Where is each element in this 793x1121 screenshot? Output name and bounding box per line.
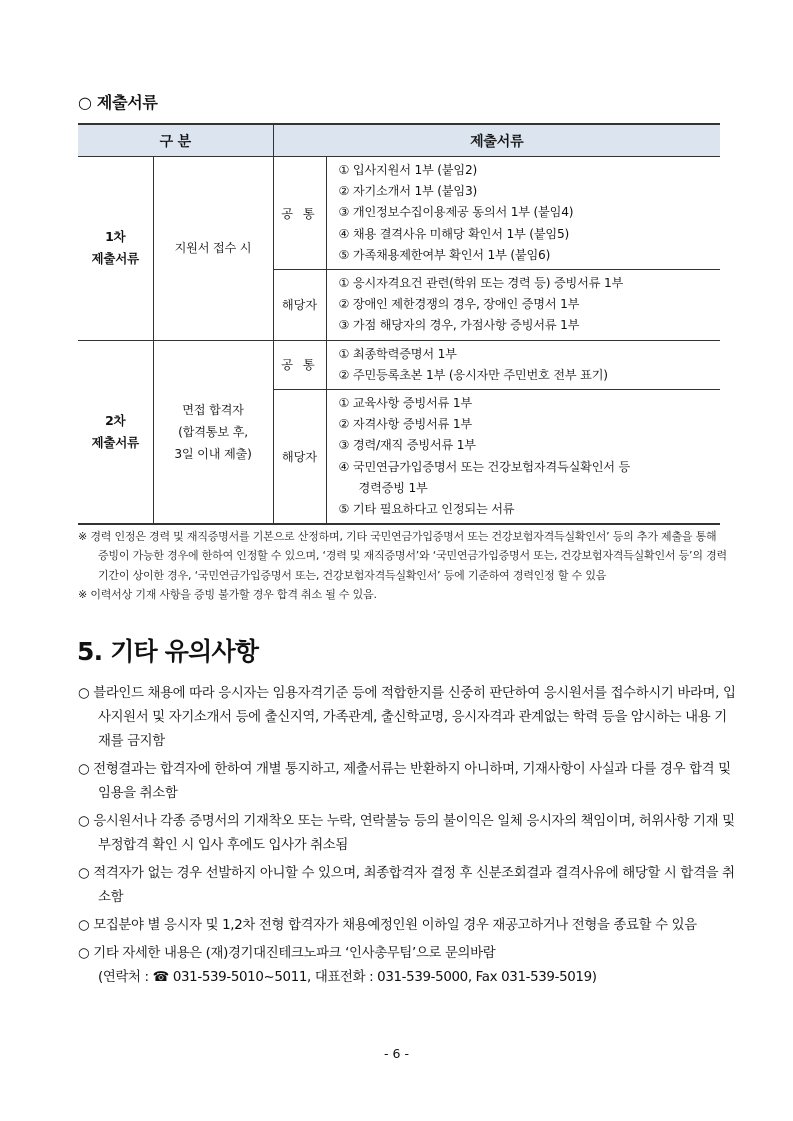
submission-documents-table (78, 123, 720, 525)
round2-label-line2: 제출서류 (91, 434, 139, 450)
round2-target-line3: 3일 이내 제출) (174, 446, 252, 461)
round2-common-label: 공 통 (273, 340, 326, 389)
round2-applicable-items (326, 390, 720, 525)
section5-list (78, 682, 738, 993)
list-item: ③ 가점 해당자의 경우, 가점사항 증빙서류 1부 (338, 318, 580, 333)
round1-label-line2: 제출서류 (91, 251, 139, 267)
round2-label-line1: 2차 (105, 412, 126, 428)
list-item: ⑤ 기타 필요하다고 인정되는 서류 (338, 502, 515, 517)
list-item: ○ 모집분야 별 응시자 및 1,2차 전형 합격자가 채용예정인원 이하일 경우 재공고하거나 전형을 종료할 수 있음 (78, 917, 697, 933)
list-item: ③ 개인정보수집이용제공 동의서 1부 (붙임4) (338, 205, 574, 220)
list-item: ○ 응시원서나 각종 증명서의 기재착오 또는 누락, 연락불능 등의 불이익은 일체 응시자의 책임이며, 허위사항 기재 및 부정합격 확인 시 입사 후에도 입사가 취소됨 (78, 814, 735, 854)
list-item: ① 최종학력증명서 1부 (338, 346, 457, 361)
list-item: ③ 경력/재직 증빙서류 1부 (338, 438, 476, 453)
list-item-continuation: 경력증빙 1부 (358, 480, 428, 495)
contact-info: (연락처 : ☎ 031-539-5010~5011, 대표전화 : 031-539-5000, Fax 031-539-5019) (98, 969, 597, 985)
list-item: ② 주민등록초본 1부 (응시자만 주민번호 전부 표기) (338, 367, 608, 382)
round1-label-line1: 1차 (105, 229, 126, 245)
list-item: ① 교육사항 증빙서류 1부 (338, 396, 472, 411)
note-resume: ※ 이력서상 기재 사항을 증빙 불가할 경우 합격 취소 될 수 있음. (78, 587, 377, 601)
section5-heading: 5. 기타 유의사항 (77, 637, 259, 666)
round1-label (78, 157, 153, 341)
round1-common-label: 공 통 (273, 157, 326, 270)
round2-label (78, 340, 153, 524)
list-item: ② 장애인 제한경쟁의 경우, 장애인 증명서 1부 (338, 297, 580, 312)
table-row (78, 157, 720, 270)
list-item: ○ 적격자가 없는 경우 선발하지 아니할 수 있으며, 최종합격자 결정 후 신분조회결과 결격사유에 해당할 시 합격을 취소함 (78, 865, 735, 906)
list-item: ② 자기소개서 1부 (붙임3) (338, 184, 478, 199)
header-documents: 제출서류 (273, 124, 720, 157)
list-item-text: ○ 기타 자세한 내용은 (재)경기대진테크노파크 ‘인사총무팀’으로 문의바람 (78, 945, 496, 961)
list-item: ④ 국민연금가입증명서 또는 건강보험자격득실확인서 등 (338, 459, 631, 474)
list-item: ⑤ 가족채용제한여부 확인서 1부 (붙임6) (338, 247, 551, 262)
list-item: ○ 블라인드 채용에 따라 응시자는 임용자격기준 등에 적합한지를 신중히 판단하여 응시원서를 접수하시기 바라며, 입사지원서 및 자기소개서 등에 출신지역, 가족관계, 출신학교명, 응시자격과 관계없는 학력 등을 암시하는 내용 기재를 금지함 (78, 686, 736, 750)
round2-applicable-label: 해당자 (273, 390, 326, 525)
list-item: ① 응시자격요건 관련(학위 또는 경력 등) 증빙서류 1부 (338, 276, 624, 291)
list-item: ① 입사지원서 1부 (붙임2) (338, 163, 478, 177)
round1-applicable-label: 해당자 (273, 270, 326, 341)
list-item: ④ 채용 결격사유 미해당 확인서 1부 (붙임5) (338, 226, 570, 241)
table-notes (78, 527, 728, 604)
page-number: - 6 - (384, 1046, 409, 1061)
table-header-row (78, 124, 720, 157)
round2-target-line2: (합격통보 후, (178, 424, 248, 439)
list-item: ② 자격사항 증빙서류 1부 (338, 417, 472, 432)
table-row (78, 340, 720, 389)
round2-target-line1: 면접 합격자 (182, 402, 244, 417)
header-category: 구 분 (78, 124, 273, 157)
note-career: ※ 경력 인정은 경력 및 재직증명서를 기본으로 산정하며, 기타 국민연금가입증명서 또는 건강보험자격득실확인서’ 등의 추가 제출을 통해 증빙이 가능한 경우에 한하여 인정할 수 있으며, ‘경력 및 재직증명서’와 ‘국민연금가입증명서 또는, 건강보험자격득실확인서 등’의 경력기간이 상이한 경우, ‘국민연금가입증명서 또는, 건강보험자격득실확인서’ 등에 기준하여 경력인정 할 수 있음 (78, 530, 727, 582)
round1-target: 지원서 접수 시 (153, 157, 273, 341)
list-item: ○ 전형결과는 합격자에 한하여 개별 통지하고, 제출서류는 반환하지 아니하며, 기재사항이 사실과 다를 경우 합격 및 임용을 취소함 (78, 762, 731, 802)
section-title-submission: ○ 제출서류 (78, 93, 158, 112)
round2-common-items (326, 340, 720, 389)
round1-applicable-items (326, 270, 720, 341)
list-item-contact (78, 942, 738, 990)
round1-common-items (326, 157, 720, 270)
round2-target (153, 340, 273, 524)
